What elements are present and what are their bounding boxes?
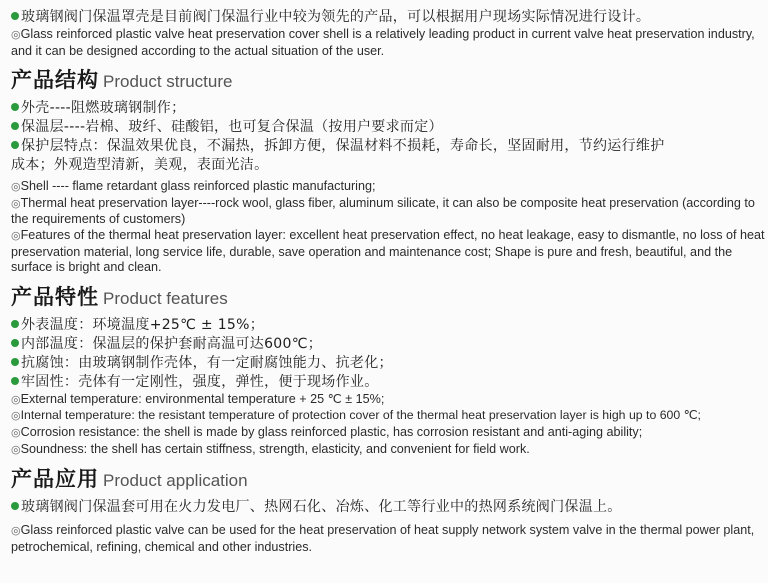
bullet-dot-icon	[11, 122, 19, 130]
bullet-dot-icon	[11, 377, 19, 385]
circle-bullet-icon: ◎	[11, 29, 21, 41]
application-en: ◎Glass reinforced plastic valve can be used for the heat preservation of heat supply network system valve in the thermal power plant, petrochemical, refining, chemical and other industries.	[11, 523, 755, 554]
circle-bullet-icon: ◎	[11, 197, 21, 210]
circle-bullet-icon: ◎	[11, 181, 21, 194]
features-zh-item: 抗腐蚀：由玻璃钢制作壳体，有一定耐腐蚀能力、抗老化；	[11, 354, 768, 373]
circle-bullet-icon: ◎	[11, 229, 21, 242]
circle-bullet-icon: ◎	[11, 443, 21, 456]
structure-en-item: ◎Features of the thermal heat preservation layer: excellent heat preservation effect, no heat leakage, easy to dismantle, no loss of heat preservation material, long service life, durable, save operation and maintenance cost; Shape is pure and fresh, beautiful, and the surface is bright and clean.	[11, 227, 765, 275]
bullet-dot-icon	[11, 141, 19, 149]
application-heading: 产品应用 Product application	[11, 467, 248, 492]
bullet-dot-icon	[11, 358, 19, 366]
structure-zh-item: 保护层特点：保温效果优良，不漏热，拆卸方便，保温材料不损耗，寿命长，坚固耐用，节约运行维护成本；外观造型清新，美观，表面光洁。	[11, 138, 665, 174]
structure-zh-item: 保温层----岩棉、玻纤、硅酸铝，也可复合保温（按用户要求而定）	[11, 118, 768, 137]
features-zh-item: 外表温度：环境温度+25℃ ± 15%；	[11, 316, 768, 335]
features-heading: 产品特性 Product features	[11, 284, 228, 309]
structure-zh-item: 外壳----阻燃玻璃钢制作；	[11, 99, 768, 118]
features-zh-item: 内部温度：保温层的保护套耐高温可达600℃；	[11, 335, 768, 354]
features-en-item: ◎Internal temperature: the resistant temperature of protection cover of the thermal heat preservation layer is high up to 600 ℃;	[11, 408, 701, 423]
structure-en-item: ◎Shell ---- flame retardant glass reinforced plastic manufacturing;	[11, 179, 376, 194]
structure-en-item: ◎Thermal heat preservation layer----rock wool, glass fiber, aluminum silicate, it can also be composite heat preservation (according to the requirements of customers)	[11, 195, 755, 227]
bullet-dot-icon	[11, 12, 19, 20]
circle-bullet-icon: ◎	[11, 426, 21, 439]
circle-bullet-icon: ◎	[11, 525, 21, 538]
features-en-item: ◎Corrosion resistance: the shell is made by glass reinforced plastic, has corrosion resistant and anti-aging ability;	[11, 424, 643, 439]
bullet-dot-icon	[11, 502, 19, 510]
bullet-dot-icon	[11, 103, 19, 111]
application-zh: 玻璃钢阀门保温套可用在火力发电厂、热网石化、冶炼、化工等行业中的热网系统阀门保温上。	[11, 498, 768, 517]
structure-heading: 产品结构 Product structure	[11, 68, 233, 93]
bullet-dot-icon	[11, 320, 19, 328]
features-en-item: ◎Soundness: the shell has certain stiffness, strength, elasticity, and convenient for field work.	[11, 441, 530, 456]
intro-zh: 玻璃钢阀门保温罩壳是目前阀门保温行业中较为领先的产品，可以根据用户现场实际情况进行设计。	[11, 8, 768, 27]
circle-bullet-icon: ◎	[11, 393, 21, 406]
bullet-dot-icon	[11, 339, 19, 347]
intro-en: ◎Glass reinforced plastic valve heat preservation cover shell is a relatively leading product in current valve heat preservation industry, and it can be designed according to the actual situation of the user.	[11, 27, 755, 58]
features-zh-item: 牢固性：壳体有一定刚性，强度，弹性，便于现场作业。	[11, 373, 768, 392]
circle-bullet-icon: ◎	[11, 410, 21, 423]
features-en-item: ◎External temperature: environmental temperature + 25 ℃ ± 15%;	[11, 391, 385, 406]
